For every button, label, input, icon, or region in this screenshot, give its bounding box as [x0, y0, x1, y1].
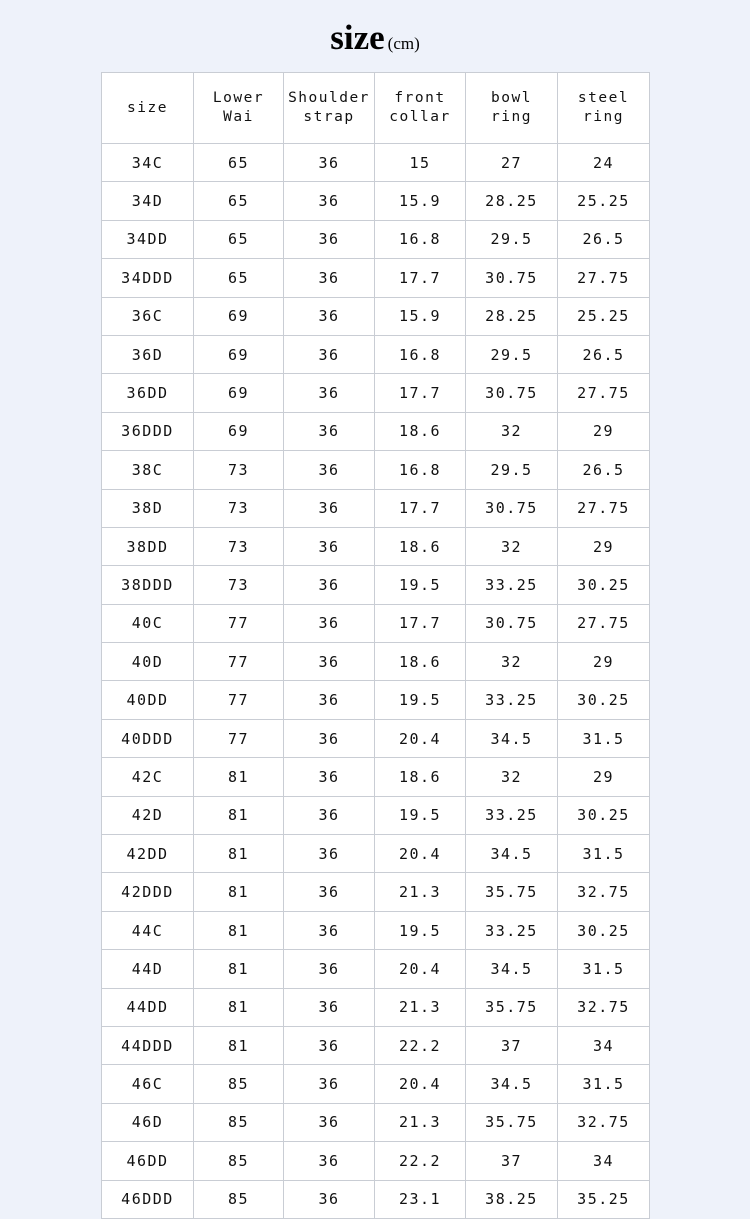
- table-header: [102, 73, 650, 144]
- cell-value: 73: [194, 527, 284, 565]
- cell-size: 38C: [102, 451, 194, 489]
- cell-value: 34.5: [466, 1065, 558, 1103]
- cell-value: 15.9: [375, 182, 466, 220]
- cell-value: 33.25: [466, 911, 558, 949]
- table-body: [102, 144, 650, 1219]
- cell-value: 36: [284, 566, 375, 604]
- cell-value: 17.7: [375, 259, 466, 297]
- cell-value: 77: [194, 681, 284, 719]
- cell-value: 20.4: [375, 1065, 466, 1103]
- cell-value: 36: [284, 489, 375, 527]
- table-row: [102, 681, 650, 719]
- cell-value: 20.4: [375, 835, 466, 873]
- cell-value: 18.6: [375, 758, 466, 796]
- cell-value: 30.75: [466, 374, 558, 412]
- cell-value: 36: [284, 758, 375, 796]
- cell-value: 34.5: [466, 950, 558, 988]
- table-row: [102, 1026, 650, 1064]
- cell-value: 33.25: [466, 796, 558, 834]
- cell-value: 19.5: [375, 796, 466, 834]
- cell-value: 36: [284, 220, 375, 258]
- table-row: [102, 259, 650, 297]
- cell-value: 15: [375, 144, 466, 182]
- cell-value: 36: [284, 1065, 375, 1103]
- cell-value: 36: [284, 374, 375, 412]
- cell-value: 69: [194, 335, 284, 373]
- cell-size: 42DD: [102, 835, 194, 873]
- cell-value: 30.75: [466, 604, 558, 642]
- cell-size: 36C: [102, 297, 194, 335]
- cell-value: 37: [466, 1142, 558, 1180]
- cell-value: 85: [194, 1065, 284, 1103]
- column-header-shoulder-strap: Shoulder strap: [284, 73, 375, 144]
- table-row: [102, 144, 650, 182]
- table-row: [102, 911, 650, 949]
- table-row: [102, 374, 650, 412]
- cell-value: 27: [466, 144, 558, 182]
- cell-value: 36: [284, 412, 375, 450]
- cell-value: 77: [194, 604, 284, 642]
- cell-value: 25.25: [558, 297, 650, 335]
- cell-value: 18.6: [375, 643, 466, 681]
- cell-value: 31.5: [558, 1065, 650, 1103]
- cell-value: 32: [466, 527, 558, 565]
- page-title: [0, 0, 750, 57]
- cell-value: 34: [558, 1142, 650, 1180]
- cell-value: 35.25: [558, 1180, 650, 1218]
- cell-value: 73: [194, 566, 284, 604]
- cell-value: 26.5: [558, 335, 650, 373]
- cell-value: 29.5: [466, 220, 558, 258]
- cell-value: 22.2: [375, 1026, 466, 1064]
- cell-size: 38DDD: [102, 566, 194, 604]
- cell-value: 36: [284, 604, 375, 642]
- cell-value: 20.4: [375, 950, 466, 988]
- cell-value: 65: [194, 182, 284, 220]
- cell-value: 23.1: [375, 1180, 466, 1218]
- cell-value: 24: [558, 144, 650, 182]
- cell-value: 35.75: [466, 873, 558, 911]
- cell-value: 36: [284, 1142, 375, 1180]
- table-row: [102, 758, 650, 796]
- table-row: [102, 220, 650, 258]
- column-header-steel-ring: steel ring: [558, 73, 650, 144]
- cell-value: 36: [284, 796, 375, 834]
- cell-value: 30.25: [558, 911, 650, 949]
- cell-value: 29: [558, 643, 650, 681]
- table-row: [102, 451, 650, 489]
- table-row: [102, 1180, 650, 1218]
- cell-size: 40C: [102, 604, 194, 642]
- cell-value: 22.2: [375, 1142, 466, 1180]
- cell-value: 19.5: [375, 681, 466, 719]
- cell-value: 33.25: [466, 566, 558, 604]
- cell-size: 46DDD: [102, 1180, 194, 1218]
- cell-size: 34C: [102, 144, 194, 182]
- cell-value: 36: [284, 719, 375, 757]
- cell-value: 31.5: [558, 835, 650, 873]
- cell-value: 31.5: [558, 950, 650, 988]
- cell-value: 34: [558, 1026, 650, 1064]
- cell-value: 27.75: [558, 489, 650, 527]
- cell-value: 36: [284, 335, 375, 373]
- table-row: [102, 643, 650, 681]
- cell-value: 36: [284, 144, 375, 182]
- table-row: [102, 489, 650, 527]
- cell-value: 18.6: [375, 527, 466, 565]
- cell-value: 77: [194, 643, 284, 681]
- cell-value: 32.75: [558, 1103, 650, 1141]
- cell-value: 20.4: [375, 719, 466, 757]
- cell-value: 30.25: [558, 681, 650, 719]
- table-row: [102, 719, 650, 757]
- cell-size: 38D: [102, 489, 194, 527]
- cell-value: 69: [194, 297, 284, 335]
- cell-value: 32: [466, 643, 558, 681]
- table-row: [102, 835, 650, 873]
- table-row: [102, 950, 650, 988]
- cell-value: 26.5: [558, 451, 650, 489]
- cell-value: 27.75: [558, 374, 650, 412]
- cell-value: 36: [284, 643, 375, 681]
- cell-value: 85: [194, 1103, 284, 1141]
- cell-value: 17.7: [375, 604, 466, 642]
- cell-size: 34DD: [102, 220, 194, 258]
- cell-value: 16.8: [375, 335, 466, 373]
- cell-value: 21.3: [375, 988, 466, 1026]
- title-unit: (cm): [387, 34, 420, 53]
- cell-value: 33.25: [466, 681, 558, 719]
- cell-value: 81: [194, 835, 284, 873]
- cell-value: 32: [466, 758, 558, 796]
- cell-value: 81: [194, 873, 284, 911]
- cell-value: 30.75: [466, 489, 558, 527]
- column-header-front-collar: front collar: [375, 73, 466, 144]
- table-row: [102, 988, 650, 1026]
- table-row: [102, 566, 650, 604]
- cell-value: 16.8: [375, 220, 466, 258]
- cell-value: 21.3: [375, 1103, 466, 1141]
- cell-value: 27.75: [558, 604, 650, 642]
- cell-value: 29.5: [466, 451, 558, 489]
- cell-size: 44C: [102, 911, 194, 949]
- cell-value: 32.75: [558, 873, 650, 911]
- cell-value: 32: [466, 412, 558, 450]
- cell-size: 42D: [102, 796, 194, 834]
- cell-value: 28.25: [466, 297, 558, 335]
- cell-value: 34.5: [466, 719, 558, 757]
- table-row: [102, 796, 650, 834]
- cell-value: 69: [194, 412, 284, 450]
- cell-value: 85: [194, 1142, 284, 1180]
- table-row: [102, 1142, 650, 1180]
- cell-value: 73: [194, 489, 284, 527]
- cell-value: 35.75: [466, 1103, 558, 1141]
- size-table-container: [101, 72, 649, 1219]
- cell-value: 36: [284, 259, 375, 297]
- table-row: [102, 604, 650, 642]
- cell-value: 81: [194, 950, 284, 988]
- table-row: [102, 335, 650, 373]
- cell-value: 16.8: [375, 451, 466, 489]
- title-text: size: [330, 18, 385, 57]
- cell-value: 65: [194, 144, 284, 182]
- cell-value: 36: [284, 873, 375, 911]
- cell-value: 25.25: [558, 182, 650, 220]
- cell-value: 32.75: [558, 988, 650, 1026]
- cell-value: 30.25: [558, 566, 650, 604]
- cell-value: 81: [194, 911, 284, 949]
- cell-value: 36: [284, 681, 375, 719]
- cell-size: 44DDD: [102, 1026, 194, 1064]
- table-row: [102, 1103, 650, 1141]
- cell-size: 46D: [102, 1103, 194, 1141]
- cell-value: 26.5: [558, 220, 650, 258]
- cell-size: 34D: [102, 182, 194, 220]
- cell-value: 27.75: [558, 259, 650, 297]
- cell-value: 81: [194, 1026, 284, 1064]
- cell-value: 81: [194, 796, 284, 834]
- cell-size: 40DD: [102, 681, 194, 719]
- cell-size: 40D: [102, 643, 194, 681]
- cell-value: 31.5: [558, 719, 650, 757]
- cell-value: 19.5: [375, 566, 466, 604]
- cell-value: 36: [284, 527, 375, 565]
- cell-value: 36: [284, 911, 375, 949]
- cell-value: 65: [194, 259, 284, 297]
- cell-value: 28.25: [466, 182, 558, 220]
- table-row: [102, 412, 650, 450]
- cell-size: 38DD: [102, 527, 194, 565]
- column-header-size: size: [102, 73, 194, 144]
- cell-value: 73: [194, 451, 284, 489]
- cell-value: 36: [284, 950, 375, 988]
- cell-size: 42C: [102, 758, 194, 796]
- cell-value: 35.75: [466, 988, 558, 1026]
- cell-size: 34DDD: [102, 259, 194, 297]
- cell-value: 37: [466, 1026, 558, 1064]
- cell-value: 69: [194, 374, 284, 412]
- cell-size: 36DD: [102, 374, 194, 412]
- cell-value: 29: [558, 527, 650, 565]
- table-row: [102, 527, 650, 565]
- cell-value: 29: [558, 412, 650, 450]
- table-row: [102, 182, 650, 220]
- cell-size: 46C: [102, 1065, 194, 1103]
- cell-value: 81: [194, 988, 284, 1026]
- cell-value: 19.5: [375, 911, 466, 949]
- cell-value: 85: [194, 1180, 284, 1218]
- cell-value: 21.3: [375, 873, 466, 911]
- cell-value: 36: [284, 988, 375, 1026]
- cell-value: 36: [284, 451, 375, 489]
- column-header-lower-wai: Lower Wai: [194, 73, 284, 144]
- cell-value: 65: [194, 220, 284, 258]
- cell-value: 34.5: [466, 835, 558, 873]
- cell-size: 44D: [102, 950, 194, 988]
- cell-value: 36: [284, 835, 375, 873]
- cell-value: 36: [284, 297, 375, 335]
- cell-value: 36: [284, 1103, 375, 1141]
- cell-value: 36: [284, 1026, 375, 1064]
- cell-size: 46DD: [102, 1142, 194, 1180]
- column-header-bowl-ring: bowl ring: [466, 73, 558, 144]
- size-table: [101, 72, 650, 1219]
- table-row: [102, 1065, 650, 1103]
- cell-value: 29.5: [466, 335, 558, 373]
- cell-value: 38.25: [466, 1180, 558, 1218]
- cell-value: 17.7: [375, 489, 466, 527]
- cell-value: 29: [558, 758, 650, 796]
- cell-value: 81: [194, 758, 284, 796]
- cell-size: 44DD: [102, 988, 194, 1026]
- table-header-row: [102, 73, 650, 144]
- cell-size: 40DDD: [102, 719, 194, 757]
- cell-value: 36: [284, 182, 375, 220]
- cell-size: 36DDD: [102, 412, 194, 450]
- cell-value: 30.25: [558, 796, 650, 834]
- cell-value: 15.9: [375, 297, 466, 335]
- table-row: [102, 873, 650, 911]
- cell-value: 18.6: [375, 412, 466, 450]
- cell-value: 77: [194, 719, 284, 757]
- table-row: [102, 297, 650, 335]
- cell-value: 17.7: [375, 374, 466, 412]
- cell-value: 36: [284, 1180, 375, 1218]
- cell-size: 36D: [102, 335, 194, 373]
- cell-value: 30.75: [466, 259, 558, 297]
- cell-size: 42DDD: [102, 873, 194, 911]
